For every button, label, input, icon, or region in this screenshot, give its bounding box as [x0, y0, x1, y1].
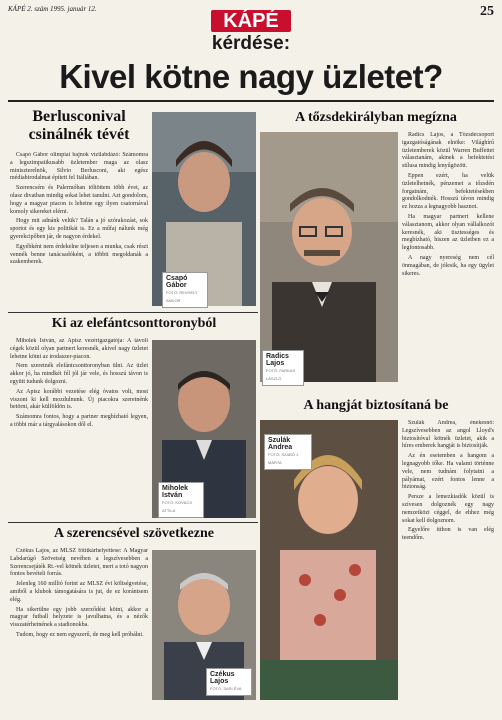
section-divider — [8, 312, 258, 313]
caption-credit: FOTÓ: SZABÓ J. MÁRTA — [268, 452, 300, 465]
title-line: A tőzsdekirályban megízna — [295, 110, 457, 125]
caption-name: Szulák — [268, 437, 291, 444]
caption-credit: FOTÓ: FARKAS LÁSZLÓ — [266, 368, 296, 381]
paragraph: Hogy mit adnánk velük? Talán a jó szórakozást, sok sportot és egy kis politikát is. Ez a műfaj nálunk még gyerekcipőben jár, de nagyon érdekel. — [10, 218, 148, 240]
paragraph: Számomra fontos, hogy a partner megbízható legyen, a többi már a tárgyalásokon dől el. — [10, 414, 148, 428]
section-title-szerencse — [10, 526, 258, 542]
paragraph: Jelenleg 160 millió forint az MLSZ évi költségvetése, amiből a klubok támogatására is jut, de ez korántsem elég. — [10, 581, 148, 603]
title-line: A szerencsével szövetkezne — [54, 526, 214, 541]
article-body-csapo — [10, 152, 148, 310]
section-title-berlusconi — [14, 108, 144, 144]
section-title-hang — [258, 398, 494, 414]
article-body-radics — [402, 132, 494, 394]
article-body-czekus — [10, 548, 148, 708]
caption-credit: FOTÓ: KOVÁCS ATTILA — [162, 500, 193, 513]
caption-name: István — [162, 492, 183, 499]
caption-credit: FOTÓ: SARI ÉVA — [210, 686, 242, 691]
caption-name: Lajos — [266, 360, 285, 367]
portrait-illustration — [260, 132, 398, 382]
paragraph: Nem szeretnék elefántcsonttoronyban ülni. Az üzlet akkor jó, ha mindkét fél jól jár vele, és hosszú távon is együtt tudunk dolgozni. — [10, 363, 148, 385]
caption-name: Czékus — [210, 671, 235, 678]
title-line: Ki az elefántcsonttoronyból — [51, 316, 217, 331]
caption-name: Radics — [266, 353, 289, 360]
kape-logo: KÁPÉ — [211, 10, 291, 32]
title-line: A hangját biztosítaná be — [303, 398, 449, 413]
photo-radics-lajos — [260, 132, 398, 382]
paragraph: Miholek István, az Apisz vezérigazgatója: A távoli cégek közül olyan partnert keresnék, akivel nagy üzletet lehetne kötni az irodaszer-piacon. — [10, 338, 148, 360]
caption-csapo — [162, 272, 208, 308]
caption-radics — [262, 350, 304, 386]
paragraph: Egyébként nem érdekelne teljesen a munka, csak részt vennék benne tanácsadóként, a többit megoldanák a szakemberek. — [10, 243, 148, 266]
article-body-szulak — [402, 420, 494, 710]
paragraph: Egyelőre itthon is van elég teendőm. — [402, 527, 494, 542]
page-headline: Kivel kötne nagy üzletet? — [59, 58, 443, 95]
caption-name: Lajos — [210, 678, 229, 685]
page-number: 25 — [480, 4, 494, 19]
logo-subtitle: kérdése: — [211, 33, 291, 54]
section-divider — [8, 522, 258, 523]
paragraph: A nagy nyereség nem cél önmagában, de jólesik, ha egy ügylet sikeres. — [402, 254, 494, 277]
caption-name: Csapó — [166, 275, 188, 282]
caption-miholek — [158, 482, 204, 518]
headline-rule — [8, 100, 494, 102]
page-header: KÁPÉ 2. szám 1995. január 12. — [8, 5, 97, 13]
caption-name: Miholek — [162, 485, 189, 492]
title-line: csinálnék tévét — [28, 126, 130, 143]
title-line: Berlusconival — [32, 108, 126, 125]
paragraph: Ha sikerülne egy jobb szerződést kötni, akkor a magyar futball helyzete is javulhatna, és a nézők visszatérhetnének a stadionokba. — [10, 606, 148, 629]
article-body-miholek — [10, 338, 148, 518]
caption-name: Andrea — [268, 444, 293, 451]
section-title-elefant — [10, 316, 258, 332]
caption-name: Gábor — [166, 282, 187, 289]
paragraph: Radics Lajos, a Tőzsdecsoport igazgatóságának elnöke: Világhírű üzletemberek közül Warren Buffettet választanám, akinek a befektetési stílusa mindig lenyűgözött. — [402, 132, 494, 170]
paragraph: Az Apisz korábbi vezetése elég óvatos volt, most viszont ki kell mozdulnunk. Új piacokra szeretnénk betörni, akár külföldön is. — [10, 388, 148, 411]
paragraph: Persze a lemezkiadók közül is szívesen dolgoznék egy nagy nemzetközi céggel, de ehhez még sokat kell dolgoznom. — [402, 494, 494, 524]
paragraph: Czékus Lajos, az MLSZ főtitkárhelyettese: A Magyar Labdarúgó Szövetség nevében a legszívesebben a Szerencsejáték Rt.-vel kötnék üzletet, mert a totó nagyon fontos bevételi forrás. — [10, 548, 148, 578]
paragraph: Szulák Andrea, énekesnő: Legszívesebben az angol Lloyd's biztosítóval kötnék üzletet, akik a híres emberek hangját is biztosítják. — [402, 420, 494, 450]
paragraph: Csapó Gábor olimpiai bajnok vízilabdázó: Számomra a legszimpatikusabb üzletember maga az olasz miniszterelnök, Silvio Berlusconi, aki egész médiabirodalmat épített fel Itáliában. — [10, 152, 148, 182]
section-title-tozsde — [258, 110, 494, 126]
paragraph: Eppen ezért, ha velük üzletelhetnék, pénzemet a tőzsdén forgatnám, befektetésekben gondolkodnék. Hosszú távon mindig ez hozza a legnagyobb hasznot. — [402, 172, 494, 211]
paragraph: Szerencsém és Palermóban töltöttem több évet, az olasz divatban mindig sokat lehet tanulni. Azt gondolom, hogy a magyar piacon is lehetne egy ilyen csatornával komoly sikereket elérni. — [10, 185, 148, 215]
paragraph: Ha magyar partnert kellene választanom, akkor olyan vállalkozót keresnék, aki tisztességes és megbízható, hiszen az üzletben ez a legfontosabb. — [402, 213, 494, 252]
caption-czekus — [206, 668, 252, 696]
caption-credit: FOTÓ: REVHELY ANDOR — [166, 290, 198, 303]
caption-szulak — [264, 434, 312, 470]
paragraph: Tudom, hogy ez nem egyszerű, de meg kell próbálni. — [16, 631, 144, 638]
paragraph: Az én esetemben a hangom a legnagyobb tőke. Ha valami történne vele, nem tudnám folytatni a pályámat, ezért fontos lenne a biztonság. — [402, 453, 494, 491]
